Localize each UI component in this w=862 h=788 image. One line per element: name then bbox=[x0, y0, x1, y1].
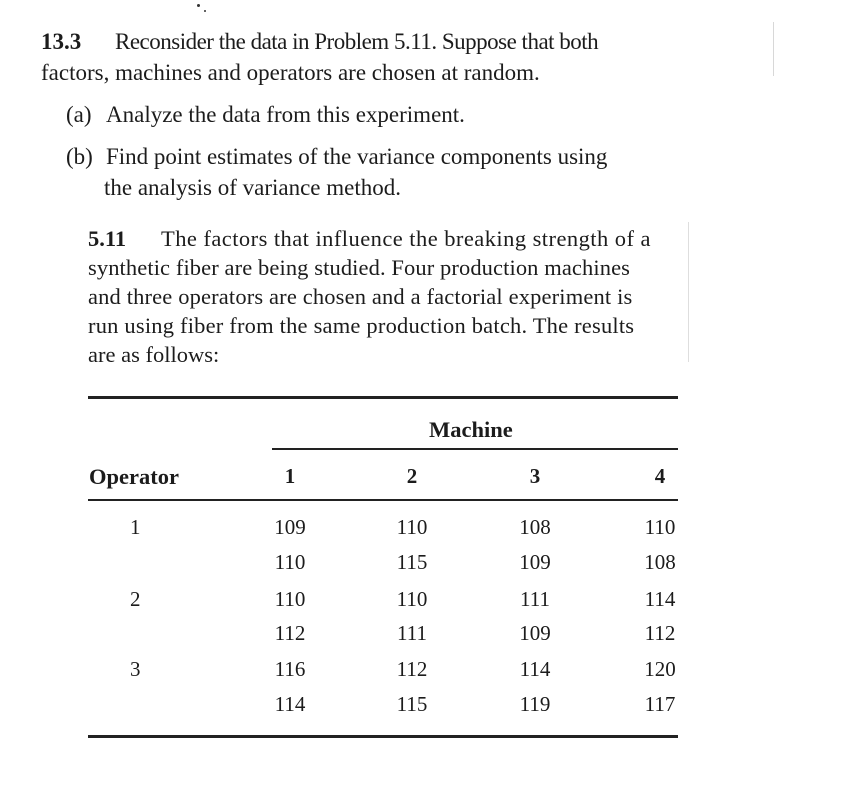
problem-text-line: synthetic fiber are being studied. Four production machines bbox=[88, 255, 631, 280]
table-cell: 114 bbox=[274, 692, 306, 716]
table-cell: 119 bbox=[519, 692, 551, 716]
table-top-rule bbox=[88, 396, 678, 399]
scan-speck bbox=[204, 10, 206, 12]
part-b-text-line: the analysis of variance method. bbox=[104, 175, 401, 200]
table-cell: 110 bbox=[644, 515, 676, 539]
table-cell: 115 bbox=[396, 550, 428, 574]
table-cell: 111 bbox=[520, 587, 550, 611]
problem-text-line: factors, machines and operators are chosen at random. bbox=[41, 60, 540, 85]
operator-label: 2 bbox=[130, 587, 141, 611]
problem-text-line: The factors that influence the breaking strength of a bbox=[161, 226, 651, 251]
table-cell: 110 bbox=[274, 550, 306, 574]
table-cell: 110 bbox=[274, 587, 306, 611]
part-a-text: Analyze the data from this experiment. bbox=[106, 102, 465, 127]
problem-number: 13.3 bbox=[41, 29, 82, 54]
machine-header-3: 3 bbox=[529, 464, 541, 488]
part-a-label: (a) bbox=[66, 102, 92, 127]
part-b-text-line: Find point estimates of the variance components using bbox=[106, 144, 608, 169]
table-cell: 115 bbox=[396, 692, 428, 716]
machine-header-rule bbox=[272, 448, 678, 450]
table-cell: 120 bbox=[644, 657, 676, 681]
scan-speck bbox=[197, 4, 200, 7]
margin-rule bbox=[773, 22, 774, 76]
operator-column-header: Operator bbox=[89, 464, 179, 489]
table-cell: 110 bbox=[396, 587, 428, 611]
table-cell: 112 bbox=[644, 621, 676, 645]
table-cell: 112 bbox=[274, 621, 306, 645]
table-cell: 109 bbox=[519, 621, 551, 645]
operator-label: 3 bbox=[130, 657, 141, 681]
table-cell: 108 bbox=[519, 515, 551, 539]
table-cell: 117 bbox=[644, 692, 676, 716]
operator-label: 1 bbox=[130, 515, 141, 539]
part-b-label: (b) bbox=[66, 144, 93, 169]
table-cell: 114 bbox=[519, 657, 551, 681]
machine-header-2: 2 bbox=[406, 464, 418, 488]
table-cell: 116 bbox=[274, 657, 306, 681]
table-cell: 108 bbox=[644, 550, 676, 574]
problem-text-line: are as follows: bbox=[88, 342, 220, 367]
problem-number: 5.11 bbox=[88, 226, 127, 251]
table-cell: 109 bbox=[274, 515, 306, 539]
machine-header-1: 1 bbox=[284, 464, 296, 488]
table-bottom-rule bbox=[88, 735, 678, 738]
machine-group-header: Machine bbox=[429, 417, 513, 442]
machine-header-4: 4 bbox=[654, 464, 666, 488]
table-cell: 111 bbox=[397, 621, 427, 645]
problem-text-line: run using fiber from the same production batch. The results bbox=[88, 313, 635, 338]
table-cell: 114 bbox=[644, 587, 676, 611]
column-header-rule bbox=[88, 499, 678, 501]
problem-text-line: Reconsider the data in Problem 5.11. Suppose that both bbox=[115, 29, 599, 54]
table-cell: 112 bbox=[396, 657, 428, 681]
problem-text-line: and three operators are chosen and a factorial experiment is bbox=[88, 284, 633, 309]
table-cell: 109 bbox=[519, 550, 551, 574]
table-cell: 110 bbox=[396, 515, 428, 539]
margin-rule bbox=[688, 222, 689, 362]
